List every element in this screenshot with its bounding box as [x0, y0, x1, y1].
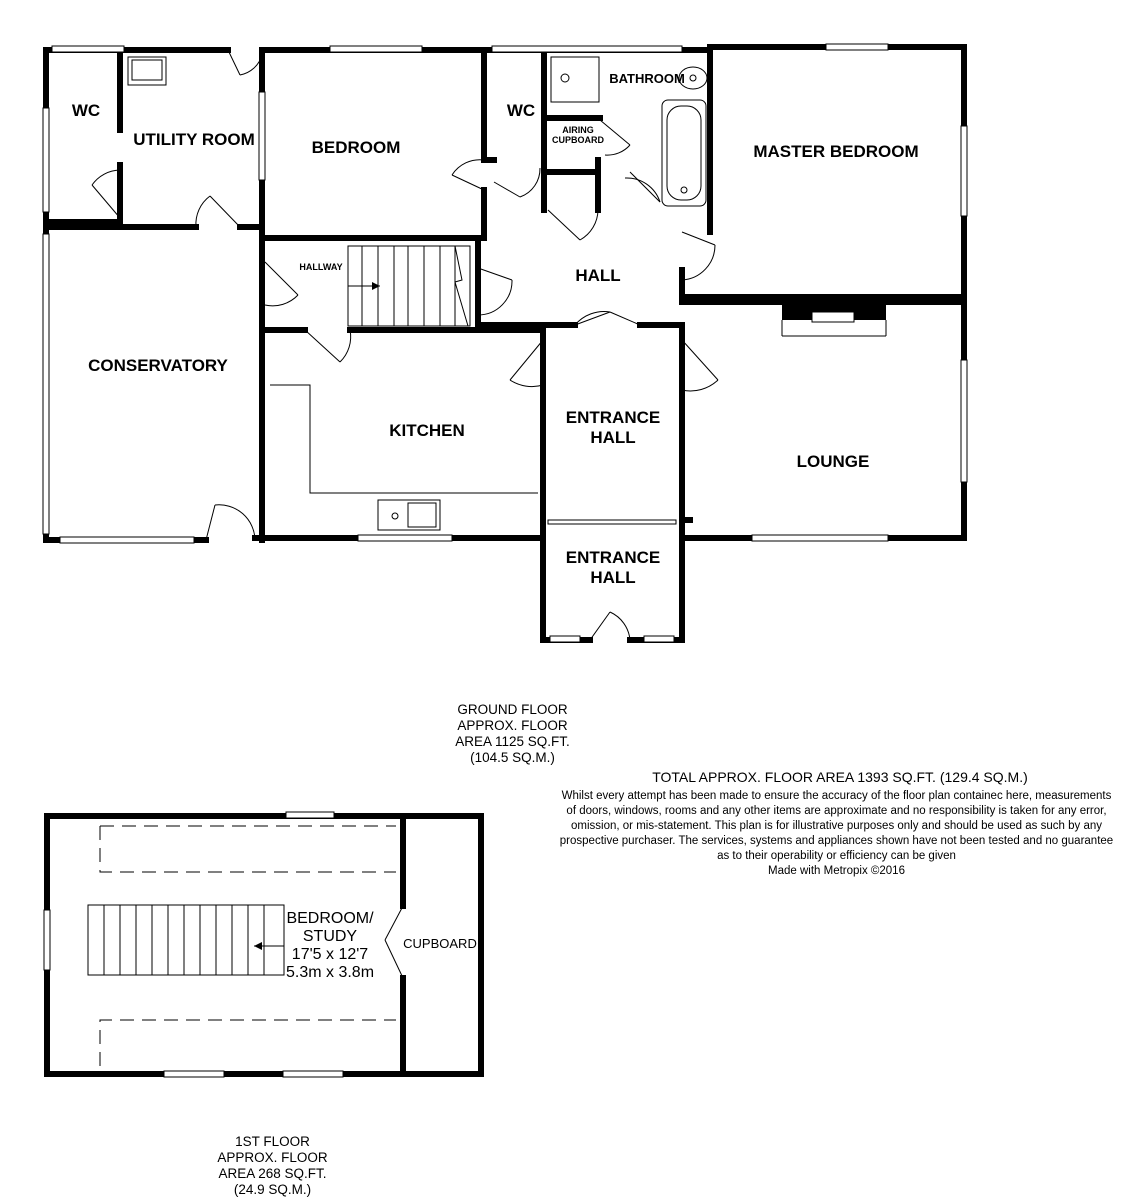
utility-sink-icon: [128, 57, 166, 85]
bath-icon: [662, 100, 706, 206]
first-floor-area: [190, 1134, 355, 1198]
fixtures: [128, 57, 886, 530]
label-bedroom-study-2: STUDY: [302, 928, 358, 945]
shower-icon: [551, 57, 599, 102]
total-area: TOTAL APPROX. FLOOR AREA 1393 SQ.FT. (129.4 SQ.M.): [652, 769, 1028, 785]
label-cupboard: CUPBOARD: [403, 936, 477, 951]
label-entrance-hall-inner-1: ENTRANCE: [565, 408, 661, 427]
ground-stairs: [348, 246, 470, 326]
label-entrance-hall-inner-2: HALL: [590, 428, 636, 447]
first-floor-area-line: AREA 268 SQ.FT.: [218, 1166, 327, 1181]
ground-floor-area-line: GROUND FLOOR: [457, 702, 568, 717]
first-floor-area-line: (24.9 SQ.M.): [233, 1182, 312, 1197]
disclaimer-line: Whilst every attempt has been made to ensure the accuracy of the floor plan containec here, measurements: [561, 790, 1112, 802]
label-master-bedroom: MASTER BEDROOM: [753, 142, 919, 161]
first-floor-area-line: APPROX. FLOOR: [217, 1150, 328, 1165]
ground-floor-area-line: (104.5 SQ.M.): [470, 750, 555, 765]
first-floor-area-line: 1ST FLOOR: [235, 1134, 310, 1149]
kitchen-sink-icon: [378, 500, 440, 530]
label-utility-room: UTILITY ROOM: [133, 130, 255, 149]
label-wc-left: WC: [71, 101, 101, 120]
disclaimer: [535, 789, 1138, 879]
label-hallway: HALLWAY: [299, 262, 343, 272]
disclaimer-line: of doors, windows, rooms and any other items are approximate and no responsibility is taken for any error,: [566, 805, 1107, 817]
disclaimer-line: omission, or mis-statement. This plan is for illustrative purposes only and should be used as such by any: [571, 820, 1102, 832]
disclaimer-line: as to their operability or efficiency can be given: [717, 850, 956, 862]
label-bathroom: BATHROOM: [609, 71, 685, 86]
ground-floor-area: [430, 702, 595, 766]
label-entrance-hall-outer-1: ENTRANCE: [565, 548, 661, 567]
label-bedroom-study-dim-m: 5.3m x 3.8m: [285, 964, 375, 981]
label-bedroom: BEDROOM: [311, 138, 401, 157]
disclaimer-line: Made with Metropix ©2016: [768, 865, 905, 877]
label-bedroom-study-dim-ft: 17'5 x 12'7: [291, 946, 369, 963]
ground-floor-area-line: AREA 1125 SQ.FT.: [455, 734, 570, 749]
label-bedroom-study-1: BEDROOM/: [286, 910, 374, 927]
ground-floor-area-line: APPROX. FLOOR: [457, 718, 568, 733]
label-airing-cupboard-line2: CUPBOARD: [551, 135, 605, 145]
label-kitchen: KITCHEN: [389, 421, 465, 440]
label-wc-middle: WC: [506, 101, 536, 120]
label-entrance-hall-outer-2: HALL: [590, 568, 636, 587]
label-airing-cupboard-line1: AIRING: [562, 125, 594, 135]
disclaimer-line: prospective purchaser. The services, systems and appliances shown have not been tested and no guarantee: [559, 835, 1114, 847]
label-conservatory: CONSERVATORY: [88, 356, 228, 375]
label-hall: HALL: [575, 266, 621, 285]
label-lounge: LOUNGE: [796, 452, 870, 471]
first-floor-stairs: [88, 905, 284, 975]
